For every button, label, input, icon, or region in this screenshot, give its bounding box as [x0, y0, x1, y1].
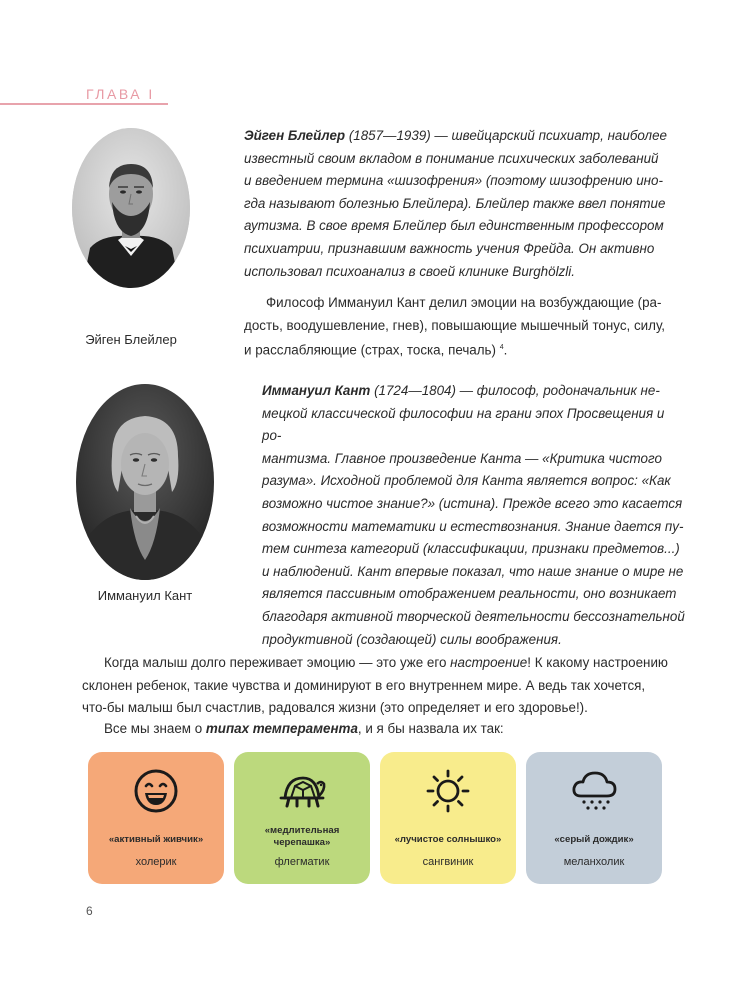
bleuler-bio-line: аутизма. В свое время Блейлер был единственным профессором: [244, 218, 664, 234]
kant-emotions-line-text: и расслабляющие (страх, тоска, печаль): [244, 342, 496, 358]
mood-text-before: Когда малыш долго переживает эмоцию — это уже его: [104, 655, 451, 670]
kant-portrait: [76, 384, 214, 580]
kant-emotions-paragraph: [244, 292, 686, 362]
bleuler-bio-line: известный своим вкладом в понимание психических заболеваний: [244, 150, 659, 166]
bleuler-portrait-image: [72, 128, 190, 288]
kant-emotions-line: [244, 337, 686, 362]
turtle-icon: [277, 768, 327, 814]
bleuler-bio-line: гда называют болезнью Блейлера). Блейлер также ввел понятие: [244, 195, 666, 211]
mood-paragraph: [82, 652, 672, 720]
bleuler-bio-line: использовал психоанализ в своей клинике Burghölzli.: [244, 263, 575, 279]
card-type: холерик: [135, 856, 177, 868]
temperament-intro-after: , и я бы назвала их так:: [357, 721, 504, 736]
bleuler-bio-line: [244, 125, 684, 148]
temperament-intro-before: Все мы знаем о: [104, 721, 206, 736]
sun-icon: [423, 768, 473, 814]
footnote-marker: 4: [499, 344, 504, 352]
temperament-intro: [82, 718, 672, 741]
kant-bio-line: мецкой классической философии на грани эпох Просвещения и ро-: [262, 405, 665, 444]
kant-bio-line: мантизма. Главное произведение Канта — «Критика чистого: [262, 450, 662, 466]
mood-text-after: ! К какому настроению склонен ребенок, такие чувства и доминируют в его внутреннем мире. А ведь так хочется, что-бы малыш был счастлив, радовался жизни (это определяет и его здоровье!).: [82, 655, 668, 716]
kant-bio-line: является пассивным отображением реальности, оно возникает: [262, 586, 677, 602]
temperament-card-choleric: [88, 752, 224, 884]
temperament-emphasis-text: типах темперамента: [205, 721, 358, 736]
chapter-divider-line: [0, 103, 168, 105]
temperament-card-melancholic: [526, 752, 662, 884]
card-type: сангвиник: [422, 856, 474, 868]
kant-bio-line: продуктивной (создающей) силы воображения.: [262, 631, 562, 647]
bleuler-portrait: [72, 128, 190, 288]
card-label: «серый дождик»: [554, 834, 634, 845]
temperament-card-sanguine: [380, 752, 516, 884]
rain-cloud-icon: [569, 768, 619, 814]
kant-emotions-line: дость, воодушевление, гнев), повышающие мышечный тонус, силу,: [244, 317, 666, 333]
temperament-card-phlegmatic: [234, 752, 370, 884]
kant-emotions-line: Философ Иммануил Кант делил эмоции на возбуждающие (ра-: [266, 295, 662, 310]
kant-caption: Иммануил Кант: [97, 588, 193, 603]
page-number: 6: [86, 904, 93, 918]
kant-bio-line: благодаря активной творческой деятельности бессознательной: [262, 608, 685, 624]
bleuler-caption: Эйген Блейлер: [85, 332, 177, 347]
kant-bio-name: Иммануил Кант: [262, 383, 371, 398]
kant-bio-line: тем синтеза категорий (классификации, признаки предметов...): [262, 541, 680, 557]
card-label: «медлительная черепашка»: [264, 825, 340, 848]
temperament-emphasis: [206, 721, 358, 736]
kant-bio: [262, 380, 686, 651]
bleuler-bio: [244, 125, 684, 283]
kant-bio-line: [262, 380, 686, 403]
kant-bio-line: возможности математики и естествознания. Знание дается пу-: [262, 518, 684, 534]
kant-portrait-image: [76, 384, 214, 580]
bleuler-bio-line: и введением термина «шизофрения» (поэтому шизофрению ино-: [244, 173, 663, 189]
bleuler-bio-name: Эйген Блейлер: [244, 128, 346, 143]
card-type: флегматик: [274, 856, 330, 868]
kant-bio-line-text: (1724—1804) — философ, родоначальник не-: [374, 383, 660, 398]
kant-bio-line: возможно чистое знание?» (истина). Прежде всего это касается: [262, 495, 683, 511]
chapter-heading: ГЛАВА I: [86, 86, 155, 102]
bleuler-bio-line-text: (1857—1939) — швейцарский психиатр, наиболее: [348, 128, 667, 143]
smiley-icon: [131, 768, 181, 814]
mood-emphasis: настроение: [450, 655, 528, 670]
card-type: меланхолик: [563, 856, 625, 868]
kant-emotions-end: .: [503, 342, 508, 358]
bleuler-bio-line: психиатрии, признавшим важность учения Фрейда. Он активно: [244, 240, 655, 256]
card-label: «активный живчик»: [108, 834, 204, 845]
card-label: «лучистое солнышко»: [394, 834, 502, 845]
kant-bio-line: и наблюдений. Кант впервые показал, что наше знание о мире не: [262, 563, 684, 579]
kant-bio-line: разума». Исходной проблемой для Канта является вопрос: «Как: [262, 473, 671, 489]
